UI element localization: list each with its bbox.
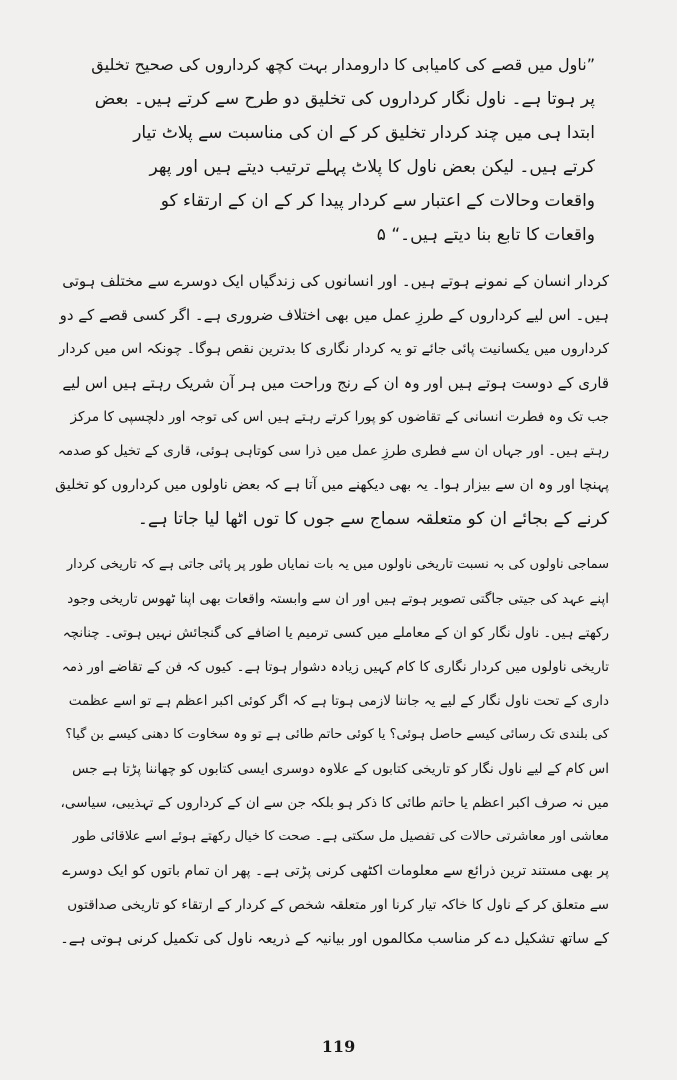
paragraph-line: جب تک وہ فطرت انسانی کے تقاضوں کو پورا کرتے رہتے ہیں اس کی توجہ اور دلچسپی کا مرکز <box>70 409 609 425</box>
paragraph-line: سے متعلق کر کے ناول کا خاکہ تیار کرنا اور متعلقہ شخص کے کردار کے ارتقاء کو تاریخی صداقتوں <box>67 897 609 913</box>
paragraph-line: پر بھی مستند ترین ذرائع سے معلومات اکٹھی کرنی پڑتی ہے۔ پھر ان تمام باتوں کو ایک دوسرے <box>62 863 609 879</box>
paragraph-line: داری کے تحت ناول نگار کے لیے یہ جاننا لازمی ہوتا ہے کہ اگر کوئی اکبر اعظم ہے تو اسے عظمت <box>68 693 609 709</box>
paragraph-line: اس کام کے لیے ناول نگار کو تاریخی کتابوں کے علاوہ دوسری ایسی کتابوں کو چھاننا پڑتا ہے جس <box>72 761 609 777</box>
paragraph-line: سماجی ناولوں کی بہ نسبت تاریخی ناولوں میں یہ بات نمایاں طور پر پائی جاتی ہے کہ تاریخی کردار <box>66 557 609 572</box>
quote-line: ابتدا ہی میں چند کردار تخلیق کر کے ان کی مناسبت سے پلاٹ تیار <box>133 123 595 143</box>
paragraph-line: کرداروں میں یکسانیت پائی جائے تو یہ کردار نگاری کا بدترین نقص ہوگا۔ چونکہ اس میں کردار <box>58 341 609 357</box>
paragraph-line: کرنے کے بجائے ان کو متعلقہ سماج سے جوں کا توں اٹھا لیا جاتا ہے۔ <box>137 509 609 529</box>
paragraph-line: تاریخی ناولوں میں کردار نگاری کا کام کہیں زیادہ دشوار ہوتا ہے۔ کیوں کہ فن کے تقاضے اور ذمہ <box>61 659 609 675</box>
paragraph-line: قاری کے دوست ہوتے ہیں اور وہ ان کے رنج وراحت میں ہر آن شریک رہتے ہیں اس لیے <box>62 374 609 392</box>
paragraph-line: رہتے ہیں۔ اور جہاں ان سے فطری طرزِ عمل میں ذرا سی کوتاہی ہوئی، قاری کے تخیل کو صدمہ <box>57 443 609 459</box>
paragraph-line: میں نہ صرف اکبر اعظم یا حاتم طائی کا ذکر ہو بلکہ جن سے ان کے کرداروں کے تہذیبی، سیاسی، <box>60 795 609 811</box>
quote-line: پر ہوتا ہے۔ ناول نگار کرداروں کی تخلیق دو طرح سے کرتے ہیں۔ بعض <box>94 89 595 109</box>
quote-line: واقعات وحالات کے اعتبار سے کردار پیدا کر کے ان کے ارتقاء کو <box>160 191 595 211</box>
paragraph-line: ہیں۔ اس لیے کرداروں کے طرزِ عمل میں بھی اختلاف ضروری ہے۔ اگر کسی قصے کے دو <box>59 306 609 324</box>
quote-line: کرتے ہیں۔ لیکن بعض ناول کا پلاٹ پہلے ترتیب دیتے ہیں اور پھر <box>149 157 595 177</box>
paragraph-line: رکھتے ہیں۔ ناول نگار کو ان کے معاملے میں کسی ترمیم یا اضافے کی گنجائش نہیں ہوتی۔ چنانچہ <box>62 625 609 641</box>
paragraph-line: پہنچا اور وہ ان سے بیزار ہوا۔ یہ بھی دیکھنے میں آتا ہے کہ بعض ناولوں میں کرداروں کو تخلیق <box>55 477 609 493</box>
page-number: 119 <box>321 1037 356 1056</box>
quote-line: ”ناول میں قصے کی کامیابی کا دارومدار بہت کچھ کرداروں کی صحیح تخلیق <box>91 55 595 74</box>
paragraph-line: کردار انسان کے نمونے ہوتے ہیں۔ اور انسانوں کی زندگیاں ایک دوسرے سے مختلف ہوتی <box>62 272 609 290</box>
paragraph-line: کے ساتھ تشکیل دے کر مناسب مکالموں اور بیانیہ کے ذریعہ ناول کی تکمیل کرنی ہوتی ہے۔ <box>60 931 609 947</box>
paragraph-line: معاشی اور معاشرتی حالات کی تفصیل مل سکتی ہے۔ صحت کا خیال رکھتے ہوئے اسے علاقائی طور <box>72 829 609 844</box>
paragraph-line: کی بلندی تک رسائی کیسے حاصل ہوئی؟ یا کوئی حاتم طائی ہے تو وہ سخاوت کا دھنی کیسے بن گیا؟ <box>65 727 609 742</box>
paragraph-line: اپنے عہد کی جیتی جاگتی تصویر ہوتے ہیں اور ان سے وابستہ واقعات بھی اپنا ٹھوس تاریخی وجود <box>67 591 609 607</box>
quote-line: واقعات کا تابع بنا دیتے ہیں۔“ ۵ <box>376 225 595 245</box>
